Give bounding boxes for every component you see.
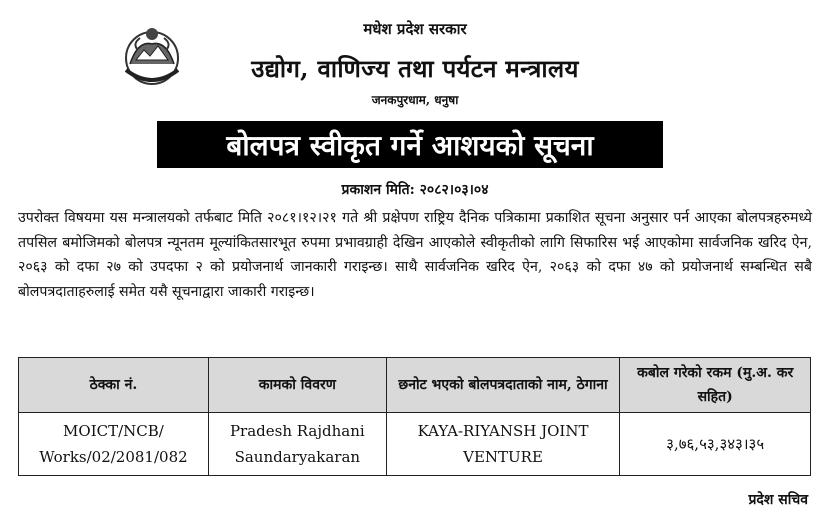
- bidder-cell: KAYA-RIYANSH JOINT VENTURE: [386, 413, 620, 476]
- amount-cell: ३,७६,५३,३४३।३५: [620, 413, 811, 476]
- ministry-name: उद्योग, वाणिज्य तथा पर्यटन मन्त्रालय: [251, 54, 579, 83]
- work-description-cell: Pradesh Rajdhani Saundaryakaran: [208, 413, 386, 476]
- table-header-row: [19, 358, 811, 413]
- table-row: [19, 413, 811, 476]
- province-government: मधेश प्रदेश सरकार: [363, 20, 467, 38]
- notice-title: बोलपत्र स्वीकृत गर्ने आशयको सूचना: [157, 121, 663, 168]
- column-header-amount: कबोल गरेको रकम (मु.अ. कर सहित): [620, 358, 811, 413]
- column-header-work-description: कामको विवरण: [208, 358, 386, 413]
- column-header-contract-no: ठेक्का नं.: [19, 358, 209, 413]
- column-header-bidder: छनोट भएको बोलपत्रदाताको नाम, ठेगाना: [386, 358, 620, 413]
- contract-number-cell: MOICT/NCB/ Works/02/2081/082: [19, 413, 209, 476]
- bid-table: [18, 357, 811, 476]
- signatory-title: प्रदेश सचिव: [748, 492, 808, 508]
- publication-date: प्रकाशन मिति: २०८२।०३।०४: [341, 182, 489, 198]
- notice-body: उपरोक्त विषयमा यस मन्त्रालयको तर्फबाट मिति २०८१।१२।२१ गते श्री प्रक्षेपण राष्ट्रिय दैनिक पत्रिकामा प्रकाशित सूचना अनुसार पर्न आएका बोलपत्रहरुमध्ये तपसिल बमोजिमको बोलपत्र न्यूनतम मूल्यांकितसारभूत रुपमा प्रभावग्राही देखिन आएकोले स्वीकृतीको लागि सिफारिस भई आएकोमा सार्वजनिक खरिद ऐन, २०६३ को दफा २७ को उपदफा २ को प्रयोजनार्थ जानकारी गराइन्छ। साथै सार्वजनिक खरिद ऐन, २०६३ को दफा ४७ को प्रयोजनार्थ सम्बन्धित सबै बोलपत्रदाताहरुलाई समेत यसै सूचनाद्वारा जाकारी गराइन्छ।: [18, 210, 812, 300]
- office-location: जनकपुरधाम, धनुषा: [371, 93, 459, 107]
